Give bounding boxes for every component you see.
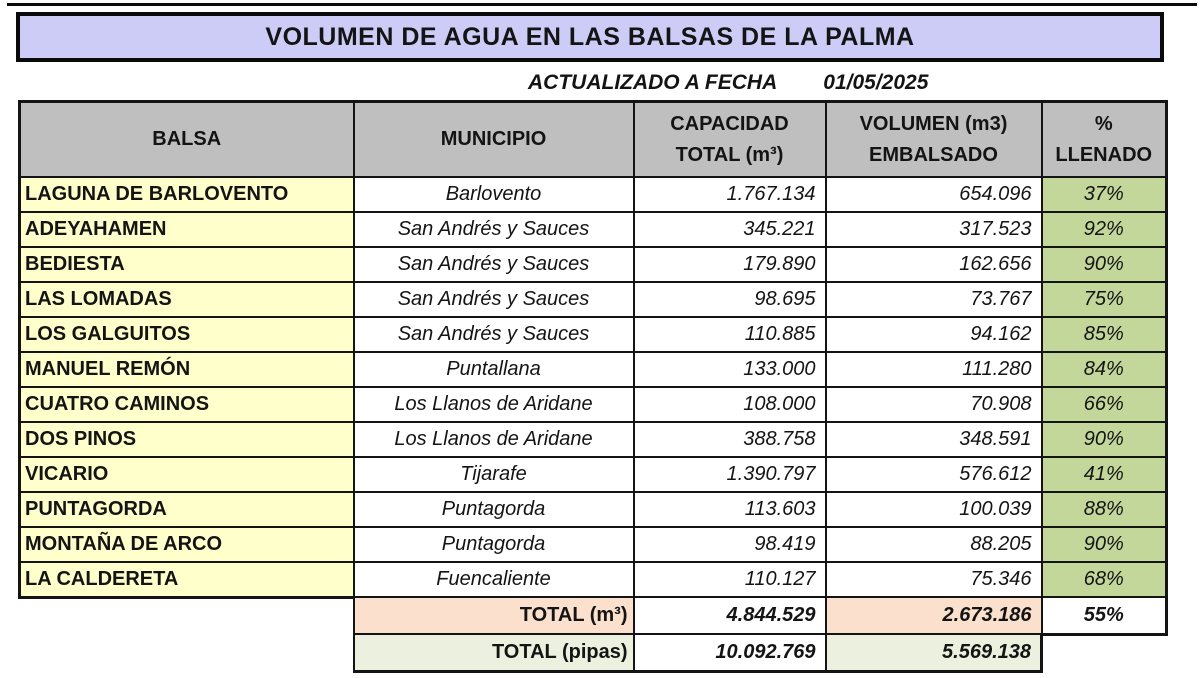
cell-pct: 75% <box>1042 282 1167 317</box>
cell-pct: 84% <box>1042 352 1167 387</box>
cell-municipio: San Andrés y Sauces <box>354 317 634 352</box>
table-row <box>20 247 1167 282</box>
table-row <box>20 177 1167 212</box>
top-border-rule <box>7 3 1197 6</box>
cell-balsa: BEDIESTA <box>20 247 354 282</box>
cell-balsa: PUNTAGORDA <box>20 492 354 527</box>
table-row <box>20 212 1167 247</box>
empty-cell <box>1042 634 1167 671</box>
total-m3-capacidad: 4.844.529 <box>634 597 826 634</box>
cell-balsa: LAGUNA DE BARLOVENTO <box>20 177 354 212</box>
cell-balsa: LAS LOMADAS <box>20 282 354 317</box>
page-title-text: VOLUMEN DE AGUA EN LAS BALSAS DE LA PALMA <box>265 22 915 51</box>
cell-capacidad: 1.390.797 <box>634 457 826 492</box>
cell-balsa: DOS PINOS <box>20 422 354 457</box>
empty-cell <box>20 634 354 671</box>
header-pct <box>1042 102 1167 178</box>
cell-volumen: 70.908 <box>826 387 1042 422</box>
cell-municipio: Puntagorda <box>354 527 634 562</box>
cell-pct: 90% <box>1042 527 1167 562</box>
cell-capacidad: 113.603 <box>634 492 826 527</box>
cell-volumen: 348.591 <box>826 422 1042 457</box>
header-volumen <box>826 102 1042 178</box>
cell-volumen: 75.346 <box>826 562 1042 597</box>
cell-municipio: San Andrés y Sauces <box>354 247 634 282</box>
cell-volumen: 111.280 <box>826 352 1042 387</box>
table-row <box>20 492 1167 527</box>
total-m3-volumen: 2.673.186 <box>826 597 1042 634</box>
table-row <box>20 527 1167 562</box>
updated-row <box>528 68 928 98</box>
cell-municipio: Los Llanos de Aridane <box>354 387 634 422</box>
cell-municipio: Fuencaliente <box>354 562 634 597</box>
total-m3-label: TOTAL (m³) <box>354 597 634 634</box>
balsas-table <box>18 100 1168 673</box>
cell-capacidad: 345.221 <box>634 212 826 247</box>
cell-capacidad: 110.885 <box>634 317 826 352</box>
updated-label: ACTUALIZADO A FECHA <box>528 71 778 94</box>
cell-capacidad: 133.000 <box>634 352 826 387</box>
cell-capacidad: 179.890 <box>634 247 826 282</box>
cell-capacidad: 98.419 <box>634 527 826 562</box>
cell-pct: 90% <box>1042 422 1167 457</box>
header-volumen-line2: EMBALSADO <box>869 143 998 166</box>
cell-balsa: MANUEL REMÓN <box>20 352 354 387</box>
cell-balsa: ADEYAHAMEN <box>20 212 354 247</box>
cell-municipio: Barlovento <box>354 177 634 212</box>
total-pipas-volumen: 5.569.138 <box>826 634 1042 671</box>
cell-volumen: 94.162 <box>826 317 1042 352</box>
total-pipas-label: TOTAL (pipas) <box>354 634 634 671</box>
header-capacidad <box>634 102 826 178</box>
cell-municipio: Puntagorda <box>354 492 634 527</box>
cell-volumen: 654.096 <box>826 177 1042 212</box>
empty-cell <box>20 597 354 634</box>
updated-date: 01/05/2025 <box>823 71 929 94</box>
cell-municipio: Puntallana <box>354 352 634 387</box>
total-pipas-row <box>20 634 1167 671</box>
header-row <box>20 102 1167 178</box>
header-pct-line1: % <box>1094 112 1113 135</box>
cell-pct: 41% <box>1042 457 1167 492</box>
cell-volumen: 317.523 <box>826 212 1042 247</box>
cell-balsa: CUATRO CAMINOS <box>20 387 354 422</box>
header-pct-line2: LLENADO <box>1055 143 1153 166</box>
cell-volumen: 100.039 <box>826 492 1042 527</box>
table-row <box>20 282 1167 317</box>
cell-pct: 90% <box>1042 247 1167 282</box>
header-volumen-line1: VOLUMEN (m3) <box>859 112 1008 135</box>
cell-capacidad: 98.695 <box>634 282 826 317</box>
cell-volumen: 576.612 <box>826 457 1042 492</box>
cell-municipio: San Andrés y Sauces <box>354 212 634 247</box>
table-row <box>20 422 1167 457</box>
total-pipas-capacidad: 10.092.769 <box>634 634 826 671</box>
cell-pct: 92% <box>1042 212 1167 247</box>
cell-balsa: MONTAÑA DE ARCO <box>20 527 354 562</box>
cell-pct: 66% <box>1042 387 1167 422</box>
table-row <box>20 352 1167 387</box>
table-row <box>20 317 1167 352</box>
total-m3-row <box>20 597 1167 634</box>
cell-balsa: LOS GALGUITOS <box>20 317 354 352</box>
total-m3-pct: 55% <box>1042 597 1167 634</box>
cell-balsa: VICARIO <box>20 457 354 492</box>
header-capacidad-line2: TOTAL (m³) <box>675 143 784 166</box>
header-municipio: MUNICIPIO <box>354 102 634 178</box>
cell-capacidad: 110.127 <box>634 562 826 597</box>
header-capacidad-line1: CAPACIDAD <box>670 112 789 135</box>
cell-capacidad: 388.758 <box>634 422 826 457</box>
page-title <box>16 12 1164 62</box>
cell-pct: 68% <box>1042 562 1167 597</box>
cell-balsa: LA CALDERETA <box>20 562 354 597</box>
header-balsa: BALSA <box>20 102 354 178</box>
table-row <box>20 457 1167 492</box>
cell-pct: 85% <box>1042 317 1167 352</box>
cell-volumen: 73.767 <box>826 282 1042 317</box>
cell-capacidad: 1.767.134 <box>634 177 826 212</box>
cell-capacidad: 108.000 <box>634 387 826 422</box>
cell-municipio: San Andrés y Sauces <box>354 282 634 317</box>
table-row <box>20 387 1167 422</box>
cell-municipio: Tijarafe <box>354 457 634 492</box>
cell-volumen: 88.205 <box>826 527 1042 562</box>
cell-municipio: Los Llanos de Aridane <box>354 422 634 457</box>
cell-pct: 88% <box>1042 492 1167 527</box>
cell-pct: 37% <box>1042 177 1167 212</box>
table-row <box>20 562 1167 597</box>
cell-volumen: 162.656 <box>826 247 1042 282</box>
